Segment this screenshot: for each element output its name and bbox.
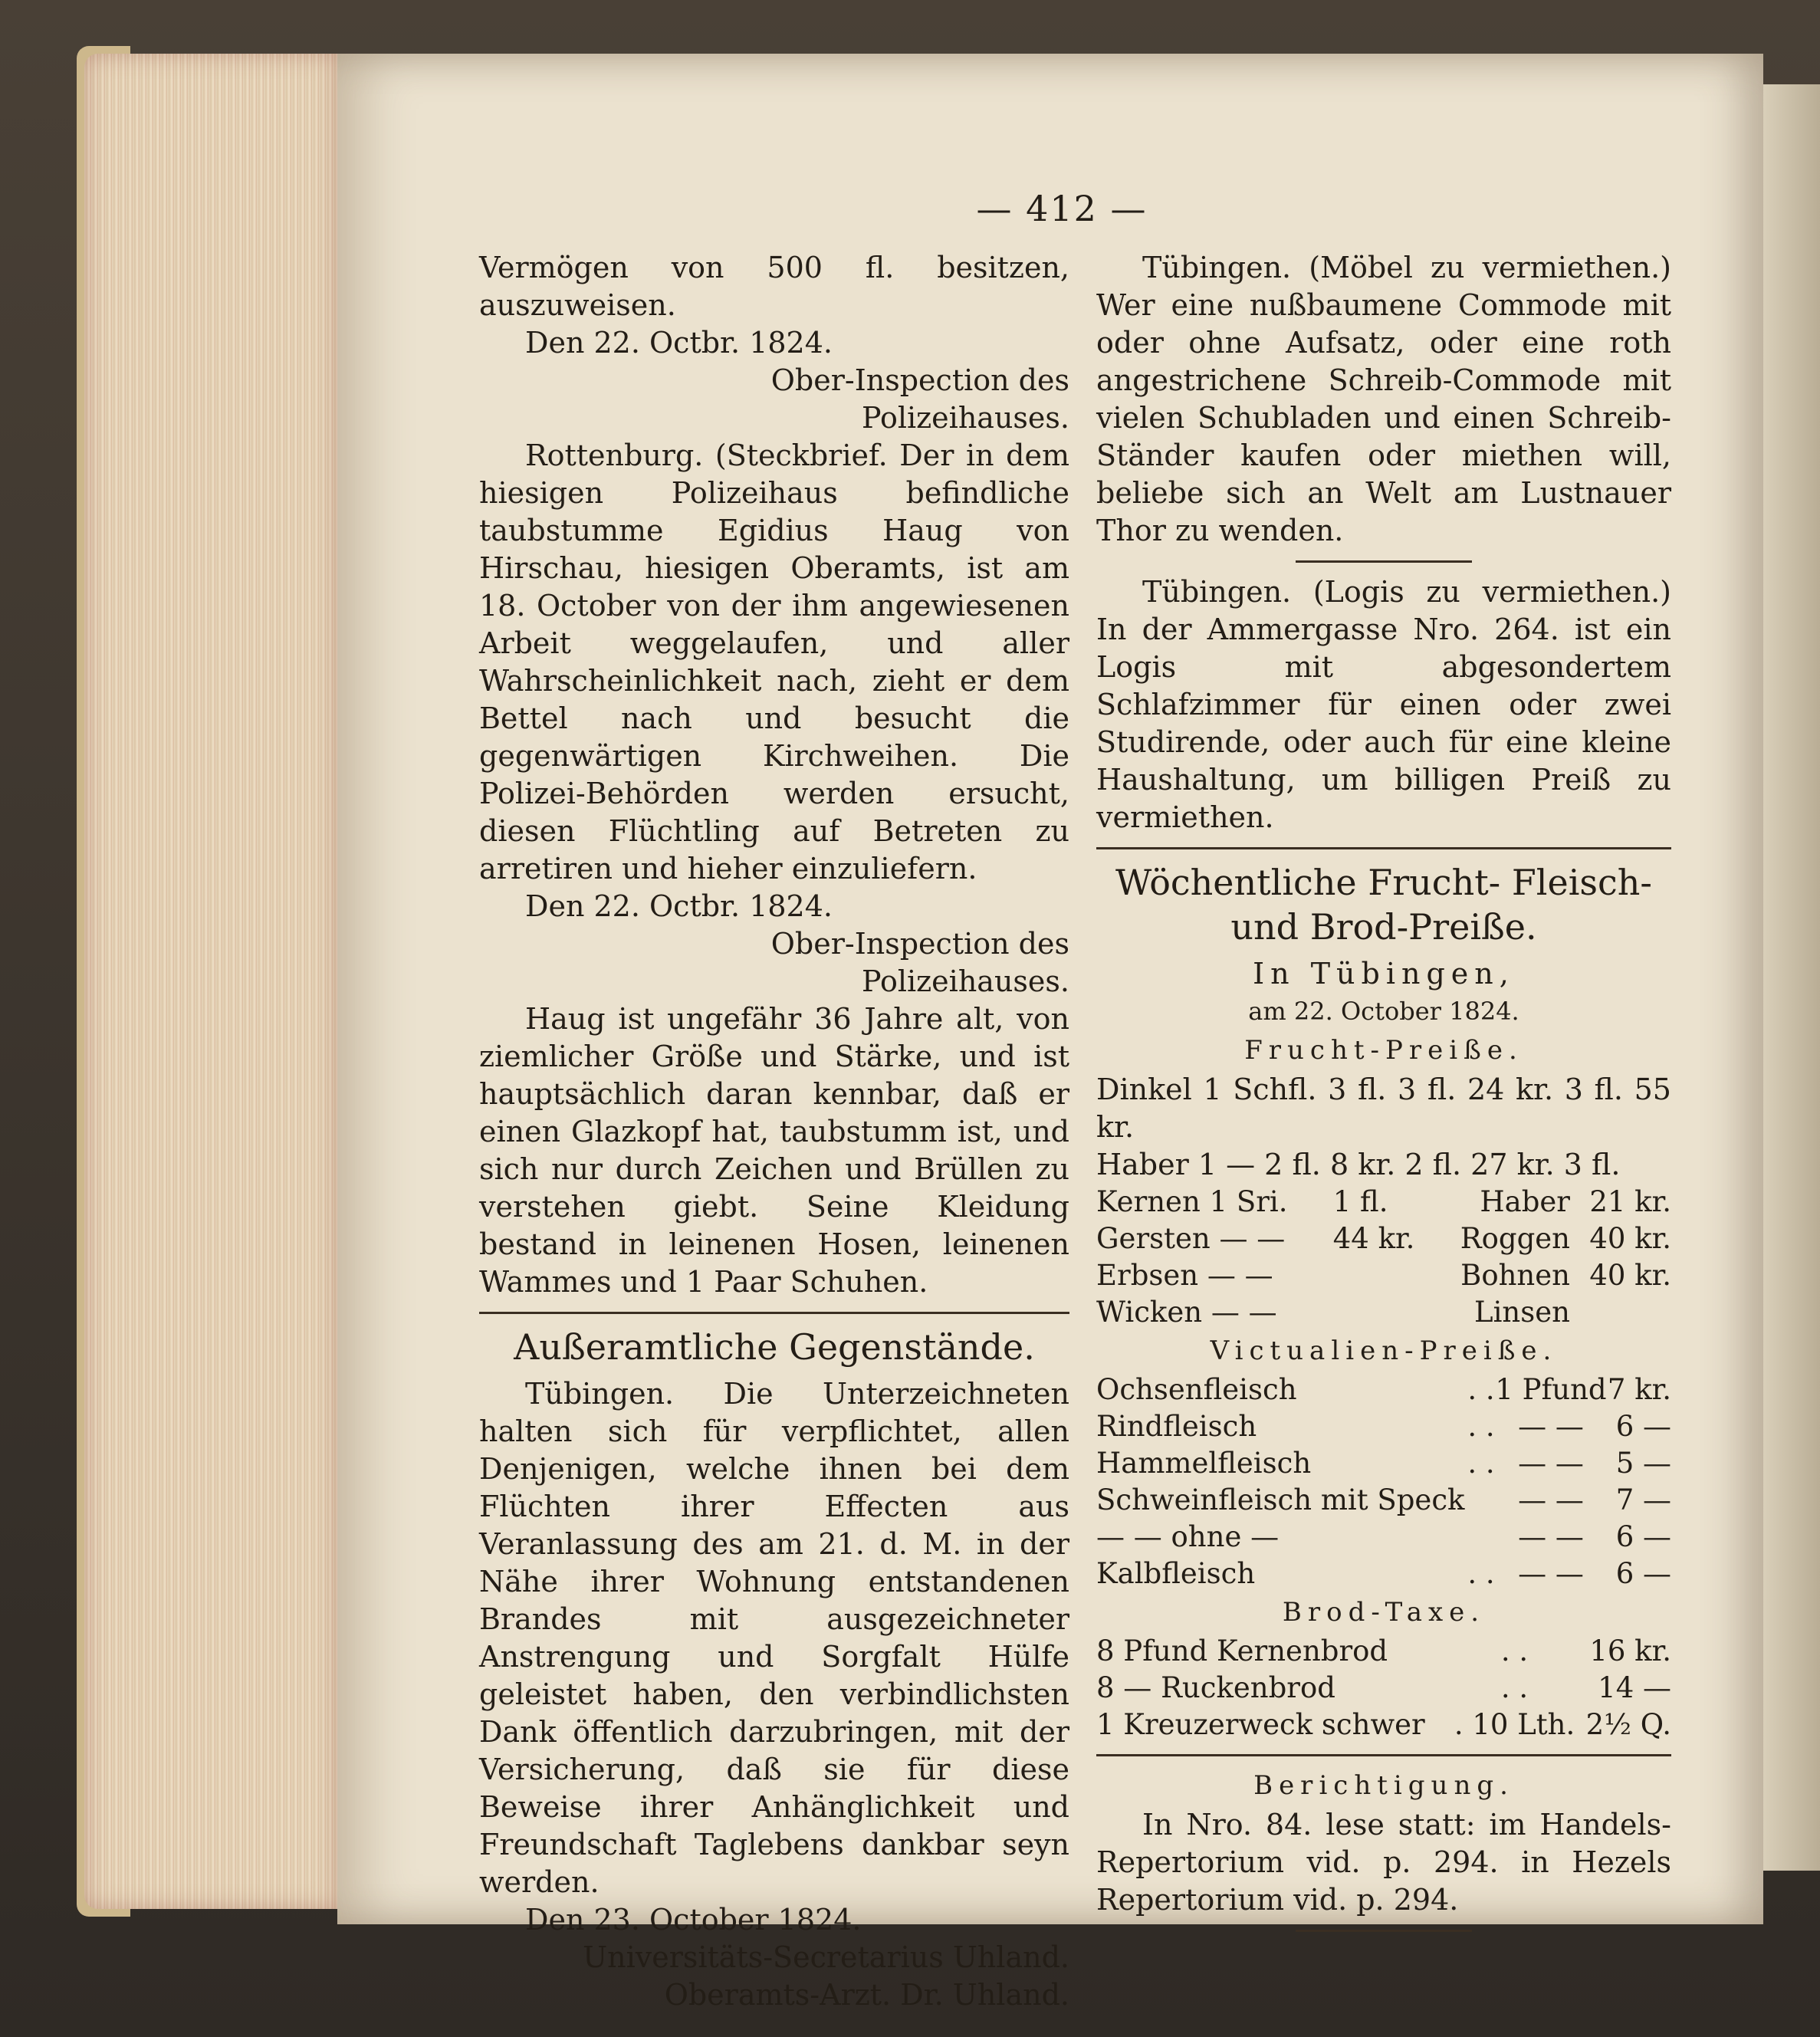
frucht-table <box>1096 1184 1671 1331</box>
brod-table <box>1096 1633 1671 1743</box>
cell: 1 fl. <box>1332 1185 1388 1218</box>
cell: Rindfleisch <box>1096 1410 1257 1443</box>
cell: 1 Kreuzerweck schwer <box>1096 1708 1425 1741</box>
cell: 21 kr. <box>1589 1185 1671 1218</box>
cell: Wicken — — <box>1096 1296 1277 1329</box>
table-row <box>1096 1408 1671 1445</box>
cell: Hammelfleisch <box>1096 1447 1312 1480</box>
cell: 6 — <box>1615 1410 1671 1443</box>
table-row <box>1096 1372 1671 1408</box>
facing-page-edge <box>1763 84 1820 1871</box>
left-date-3: Den 23. October 1824. <box>525 1903 862 1937</box>
left-signature-3a: Universitäts-Secretarius Uhland. <box>583 1940 1069 1974</box>
table-row <box>1096 1707 1671 1743</box>
cell <box>1467 1482 1495 1519</box>
page-number: — 412 — <box>976 188 1148 229</box>
right-paragraph-2: Tübingen. (Logis zu vermiethen.) In der Ammergasse Nro. 264. ist ein Logis mit abgesondertem Schlafzimmer für einen oder zwei Studirende, oder auch für eine kleine Haushaltung, um billigen Preiß zu vermiethen. <box>1096 575 1671 834</box>
cell: — — ohne — <box>1096 1520 1280 1553</box>
left-signature-1a: Ober-Inspection des <box>770 363 1069 397</box>
divider <box>1096 847 1671 849</box>
cell: 7 kr. <box>1607 1373 1671 1406</box>
price-place: In Tübingen, <box>1253 957 1515 991</box>
table-row <box>1096 1482 1671 1519</box>
cell: Ochsenfleisch <box>1096 1373 1297 1406</box>
brod-title: Brod-Taxe. <box>1282 1597 1486 1628</box>
cell <box>1467 1519 1495 1556</box>
berichtigung-text: In Nro. 84. lese statt: im Handels-Repertorium vid. p. 294. in Hezels Repertorium vid. p. 294. <box>1096 1808 1671 1917</box>
cell: Erbsen — — <box>1096 1259 1273 1292</box>
left-signature-2b: Polizeihauses. <box>861 964 1069 998</box>
cell: 2½ Q. <box>1585 1708 1671 1741</box>
table-row <box>1096 1556 1671 1592</box>
left-date-1: Den 22. Octbr. 1824. <box>525 326 833 360</box>
cell: 16 kr. <box>1589 1635 1671 1667</box>
left-column <box>479 249 1069 2014</box>
cell: . 10 Lth. <box>1454 1708 1575 1741</box>
cell: — — <box>1518 1447 1584 1480</box>
cell: 14 — <box>1598 1671 1671 1704</box>
left-paragraph-3: Haug ist ungefähr 36 Jahre alt, von ziemlicher Größe und Stärke, und ist hauptsächlich daran kennbar, daß er einen Glazkopf hat, taubstumm ist, und sich nur durch Zeichen und Brüllen zu verstehen giebt. Seine Kleidung bestand in leinenen Hosen, leinenen Wammes und 1 Paar Schuhen. <box>479 1002 1069 1299</box>
left-signature-2a: Ober-Inspection des <box>770 927 1069 961</box>
frucht-title: Frucht-Preiße. <box>1244 1035 1523 1066</box>
cell <box>1570 1294 1671 1331</box>
cell: . . <box>1500 1635 1529 1667</box>
cell: 40 kr. <box>1589 1259 1671 1292</box>
cell: . . <box>1467 1373 1495 1406</box>
cell: 6 — <box>1615 1520 1671 1553</box>
frucht-line-2: Haber 1 — 2 fl. 8 kr. 2 fl. 27 kr. 3 fl. <box>1096 1148 1621 1181</box>
cell: — — <box>1518 1557 1584 1590</box>
cell: 5 — <box>1615 1447 1671 1480</box>
divider <box>1296 1930 1472 1932</box>
table-row <box>1096 1221 1671 1257</box>
left-paragraph-1: Vermögen von 500 fl. besitzen, auszuweisen. <box>479 251 1069 322</box>
divider <box>1096 1754 1671 1756</box>
cell: Kalbfleisch <box>1096 1557 1256 1590</box>
cell: Kernen 1 Sri. <box>1096 1185 1288 1218</box>
cell: Roggen <box>1460 1222 1570 1255</box>
right-column <box>1096 249 1671 1943</box>
cell: 7 — <box>1615 1483 1671 1516</box>
cell: 8 — Ruckenbrod <box>1096 1671 1335 1704</box>
cell: . . <box>1467 1557 1495 1590</box>
table-row <box>1096 1633 1671 1670</box>
frucht-line-1: Dinkel 1 Schfl. 3 fl. 3 fl. 24 kr. 3 fl. 55 kr. <box>1096 1073 1671 1144</box>
victualien-title: Victualien-Preiße. <box>1210 1336 1558 1366</box>
table-row <box>1096 1670 1671 1707</box>
cell: Bohnen <box>1460 1259 1570 1292</box>
cell: 40 kr. <box>1589 1222 1671 1255</box>
left-date-2: Den 22. Octbr. 1824. <box>525 889 833 923</box>
left-paragraph-4: Tübingen. Die Unterzeichneten halten sich für verpflichtet, allen Denjenigen, welche ihnen bei dem Flüchten ihrer Effecten aus Veranlassung des am 21. d. M. in der Nähe ihrer Wohnung entstandenen Brandes mit ausgezeichneter Anstrengung und Sorgfalt Hülfe geleistet haben, den verbindlichsten Dank öffentlich darzubringen, mit der Versicherung, daß sie für diese Beweise ihrer Anhänglichkeit und Freundschaft Taglebens dankbar seyn werden. <box>479 1377 1069 1899</box>
cell: — — <box>1518 1410 1584 1443</box>
cell: — — <box>1518 1483 1584 1516</box>
cell: 1 Pfund <box>1495 1373 1607 1406</box>
page-edges <box>84 54 337 1909</box>
cell <box>1333 1257 1434 1294</box>
left-paragraph-2: Rottenburg. (Steckbrief. Der in dem hiesigen Polizeihaus befindliche taubstumme Egidius Haug von Hirschau, hiesigen Oberamts, ist am 18. October von der ihm angewiesenen Arbeit weggelaufen, und aller Wahrscheinlichkeit nach, zieht er dem Bettel nach und besucht die gegenwärtigen Kirchweihen. Die Polizei-Behörden werden ersucht, diesen Flüchtling auf Betreten zu arretiren und hieher einzuliefern. <box>479 439 1069 885</box>
berichtigung-title: Berichtigung. <box>1253 1770 1514 1801</box>
table-row <box>1096 1184 1671 1221</box>
cell: Linsen <box>1474 1296 1570 1329</box>
cell: Haber <box>1480 1185 1570 1218</box>
left-signature-3b: Oberamts-Arzt. Dr. Uhland. <box>664 1978 1069 2012</box>
table-row <box>1096 1519 1671 1556</box>
section-divider <box>479 1312 1069 1314</box>
cell: 44 kr. <box>1332 1222 1415 1255</box>
price-date: am 22. October 1824. <box>1248 997 1519 1026</box>
table-row <box>1096 1445 1671 1482</box>
divider <box>1296 560 1472 563</box>
cell: Gersten — — <box>1096 1222 1286 1255</box>
table-row <box>1096 1294 1671 1331</box>
victualien-table <box>1096 1372 1671 1592</box>
left-signature-1b: Polizeihauses. <box>861 401 1069 435</box>
price-heading: Wöchentliche Frucht- Fleisch- und Brod-Preiße. <box>1115 862 1652 948</box>
cell: . . <box>1500 1671 1529 1704</box>
cell: 8 Pfund Kernenbrod <box>1096 1635 1388 1667</box>
cell: Schweinfleisch mit Speck <box>1096 1483 1465 1516</box>
cell: . . <box>1467 1447 1495 1480</box>
table-row <box>1096 1257 1671 1294</box>
cell: — — <box>1518 1520 1584 1553</box>
section-heading: Außeramtliche Gegenstände. <box>514 1326 1035 1368</box>
cell <box>1333 1294 1434 1331</box>
cell: . . <box>1467 1410 1495 1443</box>
right-paragraph-1: Tübingen. (Möbel zu vermiethen.) Wer eine nußbaumene Commode mit oder ohne Aufsatz, oder eine roth angestrichene Schreib-Commode mit vielen Schubladen und einen Schreib-Ständer kaufen oder miethen will, beliebe sich an Welt am Lustnauer Thor zu wenden. <box>1096 251 1671 547</box>
cell: 6 — <box>1615 1557 1671 1590</box>
